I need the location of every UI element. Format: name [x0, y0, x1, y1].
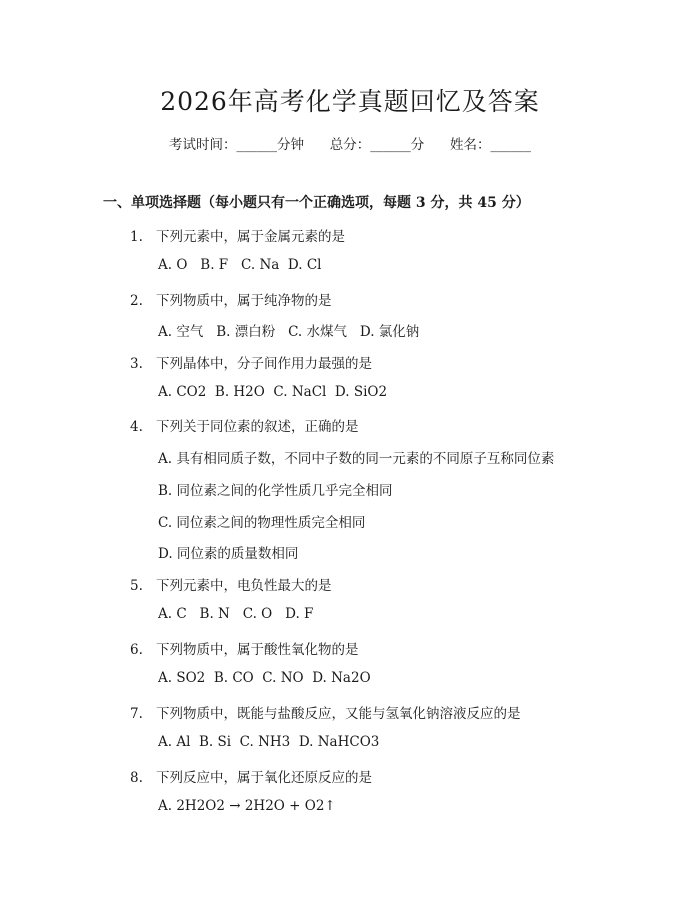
question-number: 4. [130, 419, 143, 435]
section-heading: 一、单项选择题（每小题只有一个正确选项，每题 3 分，共 45 分） [103, 195, 530, 211]
total-score-field: 总分：______分 [329, 137, 425, 153]
question-number: 3. [130, 356, 143, 372]
question-number: 6. [130, 642, 143, 658]
question-number: 7. [130, 706, 143, 722]
question-stem: 下列物质中，既能与盐酸反应，又能与氢氧化钠溶液反应的是 [156, 706, 521, 722]
question-6 [130, 638, 359, 658]
question-4 [130, 415, 359, 435]
question-3 [130, 352, 372, 372]
question-4-option-d: D. 同位素的质量数相同 [158, 546, 299, 562]
question-5-options: A. C B. N C. O D. F [158, 606, 314, 622]
exam-meta [0, 133, 700, 153]
question-8 [130, 766, 372, 786]
question-6-options: A. SO2 B. CO C. NO D. Na2O [158, 670, 371, 686]
question-stem: 下列反应中，属于氧化还原反应的是 [156, 770, 372, 786]
question-stem: 下列物质中，属于纯净物的是 [156, 293, 332, 309]
question-number: 5. [130, 578, 143, 594]
question-7 [130, 702, 521, 722]
question-number: 8. [130, 770, 143, 786]
question-1-options: A. O B. F C. Na D. Cl [158, 257, 322, 273]
question-5 [130, 574, 332, 594]
question-stem: 下列物质中，属于酸性氧化物的是 [156, 642, 359, 658]
question-2-options: A. 空气 B. 漂白粉 C. 水煤气 D. 氯化钠 [158, 324, 420, 340]
question-8-option-a: A. 2H2O2 → 2H2O + O2↑ [158, 798, 336, 814]
name-field: 姓名：______ [450, 137, 531, 153]
question-stem: 下列元素中，电负性最大的是 [156, 578, 332, 594]
question-4-option-c: C. 同位素之间的物理性质完全相同 [158, 515, 366, 531]
question-number: 2. [130, 293, 143, 309]
question-number: 1. [130, 229, 143, 245]
question-stem: 下列关于同位素的叙述，正确的是 [156, 419, 359, 435]
question-2 [130, 289, 332, 309]
question-7-options: A. Al B. Si C. NH3 D. NaHCO3 [158, 734, 380, 750]
question-4-option-b: B. 同位素之间的化学性质几乎完全相同 [158, 483, 393, 499]
question-3-options: A. CO2 B. H2O C. NaCl D. SiO2 [158, 384, 388, 400]
question-stem: 下列元素中，属于金属元素的是 [156, 229, 345, 245]
exam-time-field: 考试时间：______分钟 [169, 137, 304, 153]
question-1 [130, 225, 345, 245]
question-4-option-a: A. 具有相同质子数，不同中子数的同一元素的不同原子互称同位素 [158, 451, 555, 467]
document-title: 2026年高考化学真题回忆及答案 [160, 87, 540, 116]
question-stem: 下列晶体中，分子间作用力最强的是 [156, 356, 372, 372]
